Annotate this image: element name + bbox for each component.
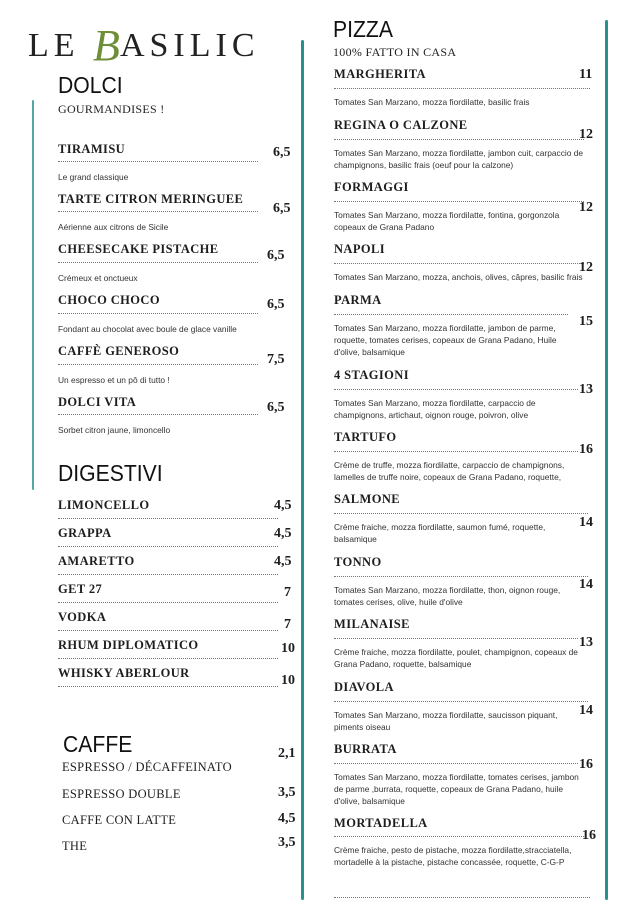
pizza-item-desc: Tomates San Marzano, mozza fiordilatte, fontina, gorgonzola copeaux de Grana Padano (334, 210, 560, 232)
digestivi-item-name: VODKA (58, 610, 107, 624)
dotted-leader (58, 602, 278, 603)
dotted-leader (58, 364, 258, 365)
dotted-leader (58, 686, 278, 687)
pizza-item-price: 12 (579, 260, 593, 275)
dotted-leader (58, 518, 278, 519)
dolci-item-desc: Sorbet citron jaune, limoncello (58, 425, 171, 435)
pizza-item-name: NAPOLI (334, 242, 386, 256)
digestivi-item-price: 4,5 (274, 554, 292, 569)
dotted-leader (58, 658, 278, 659)
dotted-leader (58, 313, 258, 314)
caffe-item-name: CAFFE CON LATTE (62, 813, 177, 827)
dotted-leader (334, 836, 584, 837)
dolci-item-desc: Aérienne aux citrons de Sicile (58, 222, 169, 232)
pizza-item-price: 14 (579, 577, 593, 592)
dolci-item-name: TARTE CITRON MERINGUEE (58, 192, 244, 206)
pizza-item-desc: Crème fraiche, pesto de pistache, mozza fiordilatte,stracciatella, mortadelle à la pistache, pistache concassée, roquette, C-G-P (334, 845, 572, 867)
dotted-leader (334, 897, 590, 898)
dotted-leader (334, 139, 584, 140)
digestivi-item-name: RHUM DIPLOMATICO (58, 638, 199, 652)
pizza-item-name: SALMONE (334, 492, 401, 506)
dotted-leader (334, 389, 578, 390)
digestivi-item-name: LIMONCELLO (58, 498, 150, 512)
caffe-item-price: 2,1 (278, 746, 296, 761)
pizza-item-price: 12 (579, 127, 593, 142)
pizza-item-name: PARMA (334, 293, 382, 307)
dolci-item-desc: Fondant au chocolat avec boule de glace vanille (58, 324, 237, 334)
dolci-item-desc: Crémeux et onctueux (58, 273, 138, 283)
dolci-item-price: 6,5 (273, 145, 291, 160)
pizza-item-desc: Tomates San Marzano, mozza fiordilatte, carpaccio de champignons, artichaut, oignon rouge, poivron, olive (334, 398, 536, 420)
caffe-title: CAFFE (63, 731, 133, 757)
caffe-item-name: ESPRESSO / DÉCAFFEINATO (62, 760, 232, 774)
digestivi-item-name: AMARETTO (58, 554, 135, 568)
dotted-leader (58, 414, 258, 415)
caffe-item-name: THE (62, 839, 88, 853)
dotted-leader (334, 451, 578, 452)
pizza-item-desc: Crème fraiche, mozza fiordilatte, poulet, champignon, copeaux de Grana Padano, roquette, balsamique (334, 647, 578, 669)
pizza-item-desc: Tomates San Marzano, mozza fiordilatte, jambon de parme, roquette, tomates cerises, copeaux de Grana Padano, Huile d'olive, balsamique (334, 323, 557, 357)
dotted-leader (334, 263, 584, 264)
pizza-item-price: 16 (579, 442, 593, 457)
restaurant-logo: LE BASILIC (28, 21, 260, 70)
pizza-title: PIZZA (333, 16, 393, 42)
digestivi-item-price: 10 (281, 673, 295, 688)
pizza-item-name: TONNO (334, 555, 382, 569)
dotted-leader (58, 630, 278, 631)
pizza-item-price: 11 (579, 67, 593, 82)
dotted-leader (334, 201, 584, 202)
pizza-item-desc: Crème fraiche, mozza fiordilatte, saumon fumé, roquette, balsamique (334, 522, 546, 544)
digestivi-item-name: GET 27 (58, 582, 103, 596)
pizza-item-desc: Tomates San Marzano, mozza fiordilatte, saucisson piquant, piments oiseau (334, 710, 558, 732)
pizza-item-name: MORTADELLA (334, 816, 428, 830)
pizza-item-name: TARTUFO (334, 430, 397, 444)
pizza-item-price: 15 (579, 314, 593, 329)
caffe-item-price: 4,5 (278, 811, 296, 826)
caffe-item-price: 3,5 (278, 835, 296, 850)
brush-stroke-left (32, 100, 34, 490)
dolci-item-price: 7,5 (267, 352, 285, 367)
pizza-item-desc: Tomates San Marzano, mozza fiordilatte, basilic frais (334, 97, 530, 107)
dolci-item-name: TIRAMISU (58, 142, 126, 156)
dolci-item-name: CAFFÈ GENEROSO (58, 344, 180, 358)
dotted-leader (58, 211, 258, 212)
dolci-item-price: 6,5 (267, 297, 285, 312)
dolci-item-name: DOLCI VITA (58, 395, 137, 409)
dotted-leader (334, 513, 588, 514)
pizza-item-name: REGINA O CALZONE (334, 118, 468, 132)
digestivi-title: DIGESTIVI (58, 460, 163, 486)
dotted-leader (334, 576, 588, 577)
dolci-item-price: 6,5 (267, 400, 285, 415)
dolci-item-name: CHOCO CHOCO (58, 293, 160, 307)
pizza-item-desc: Tomates San Marzano, mozza, anchois, olives, câpres, basilic frais (334, 272, 583, 282)
dolci-subtitle: GOURMANDISES ! (58, 102, 165, 116)
pizza-item-name: 4 STAGIONI (334, 368, 409, 382)
pizza-item-desc: Crème de truffe, mozza fiordilatte, carpaccio de champignons, lamelles de truffe noire, copeaux de Grana Padano, roquette, (334, 460, 565, 482)
pizza-item-desc: Tomates San Marzano, mozza fiordilatte, tomates cerises, jambon de parme ,burrata, roquette, copeaux de Grana Padano, huile d'olive, balsamique (334, 772, 579, 806)
digestivi-item-name: WHISKY ABERLOUR (58, 666, 190, 680)
dolci-item-desc: Le grand classique (58, 172, 129, 182)
pizza-item-price: 14 (579, 515, 593, 530)
dotted-leader (58, 262, 258, 263)
pizza-item-desc: Tomates San Marzano, mozza fiordilatte, jambon cuit, carpaccio de champignons, basilic frais (oeuf pour la calzone) (334, 148, 584, 170)
dolci-item-name: CHEESECAKE PISTACHE (58, 242, 219, 256)
dotted-leader (334, 763, 578, 764)
caffe-item-name: ESPRESSO DOUBLE (62, 787, 181, 801)
digestivi-item-price: 7 (284, 585, 291, 600)
pizza-item-price: 16 (579, 757, 593, 772)
dolci-item-price: 6,5 (267, 248, 285, 263)
dolci-item-desc: Un espresso et un pô di tutto ! (58, 375, 170, 385)
dotted-leader (58, 546, 278, 547)
digestivi-item-price: 4,5 (274, 526, 292, 541)
pizza-item-price: 16 (582, 828, 596, 843)
dolci-item-price: 6,5 (273, 201, 291, 216)
pizza-item-name: FORMAGGI (334, 180, 409, 194)
dotted-leader (58, 161, 258, 162)
dotted-leader (58, 574, 278, 575)
digestivi-item-price: 4,5 (274, 498, 292, 513)
brush-stroke-center (301, 40, 304, 900)
pizza-item-desc: Tomates San Marzano, mozza fiordilatte, thon, oignon rouge, tomates cerises, olive, huile d'olive (334, 585, 561, 607)
digestivi-item-price: 10 (281, 641, 295, 656)
dotted-leader (334, 88, 590, 89)
pizza-item-name: DIAVOLA (334, 680, 394, 694)
digestivi-item-price: 7 (284, 617, 291, 632)
pizza-item-price: 14 (579, 703, 593, 718)
caffe-item-price: 3,5 (278, 785, 296, 800)
pizza-item-price: 13 (579, 635, 593, 650)
brush-stroke-right (605, 20, 608, 900)
dotted-leader (334, 638, 578, 639)
pizza-item-name: MARGHERITA (334, 67, 426, 81)
digestivi-item-name: GRAPPA (58, 526, 112, 540)
dotted-leader (334, 701, 588, 702)
dotted-leader (334, 314, 568, 315)
pizza-item-name: MILANAISE (334, 617, 410, 631)
dolci-title: DOLCI (58, 72, 123, 98)
pizza-item-name: BURRATA (334, 742, 397, 756)
pizza-item-price: 12 (579, 200, 593, 215)
pizza-subtitle: 100% FATTO IN CASA (333, 45, 457, 59)
pizza-item-price: 13 (579, 382, 593, 397)
